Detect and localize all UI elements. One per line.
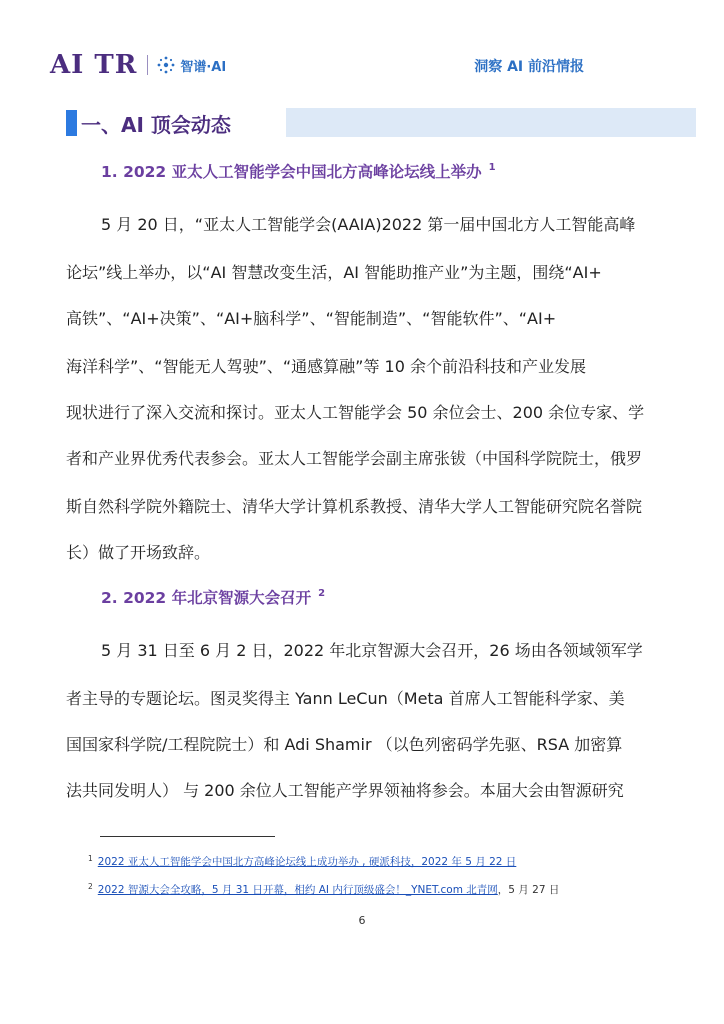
footnote-number: 2 [88,882,93,891]
paragraph-line: 5 月 20 日，“亚太人工智能学会(AAIA)2022 第一届中国北方人工智能高峰 [101,215,636,234]
paragraph-line: 者主导的专题论坛。图灵奖得主 Yann LeCun（Meta 首席人工智能科学家、美 [66,689,625,708]
section-bar-background [286,108,696,137]
footnote-ref: 1 [488,162,496,173]
paragraph-line: 长）做了开场致辞。 [66,543,211,562]
item-heading-text: 1. 2022 亚太人工智能学会中国北方高峰论坛线上举办 [101,163,482,181]
item-heading [101,586,325,608]
footnote-divider [100,836,275,837]
paragraph-line: 高铁”、“AI+决策”、“AI+脑科学”、“智能制造”、“智能软件”、“AI+ [66,309,557,328]
item-heading-text: 2. 2022 年北京智源大会召开 [101,589,312,607]
footnote [88,854,516,869]
paragraph-line: 法共同发明人） 与 200 余位人工智能产学界领袖将参会。本届大会由智源研究 [66,781,624,800]
section-title: 一、AI 顶会动态 [81,113,231,137]
footnote-tail: ，5 月 27 日 [497,884,560,896]
logo-text: AI TR [50,50,138,80]
header-tagline: 洞察 AI 前沿情报 [474,59,584,75]
section-marker [66,110,77,136]
footnote-link[interactable]: 2022 智源大会全攻略，5 月 31 日开幕，相约 AI 内行顶级盛会！_YNET.com 北青网 [97,884,498,896]
footnote-link[interactable]: 2022 亚太人工智能学会中国北方高峰论坛线上成功举办 , 硬派科技，2022 年 5 月 22 日 [97,856,517,868]
section-title-bar [66,106,696,137]
paragraph-line: 论坛”线上举办，以“AI 智慧改变生活，AI 智能助推产业”为主题，围绕“AI+ [66,263,602,282]
paragraph-line: 现状进行了深入交流和探讨。亚太人工智能学会 50 余位会士、200 余位专家、学 [66,403,645,422]
page-number: 6 [358,914,366,927]
logo-sub-text: 智谱·AI [180,59,227,75]
paragraph-line: 5 月 31 日至 6 月 2 日，2022 年北京智源大会召开，26 场由各领域领军学 [101,641,643,660]
zhipu-logo-icon [157,56,175,74]
logo-divider [147,55,148,75]
paragraph-line: 国国家科学院/工程院院士）和 Adi Shamir （以色列密码学先驱、RSA 加密算 [66,735,623,754]
footnote-number: 1 [88,854,93,863]
header-logo [50,50,226,80]
paragraph-line: 斯自然科学院外籍院士、清华大学计算机系教授、清华大学人工智能研究院名誉院 [66,497,643,516]
footnote [88,882,559,897]
footnote-ref: 2 [318,588,326,599]
paragraph-line: 海洋科学”、“智能无人驾驶”、“通感算融”等 10 余个前沿科技和产业发展 [66,357,586,376]
paragraph-line: 者和产业界优秀代表参会。亚太人工智能学会副主席张钹（中国科学院院士，俄罗 [66,449,643,468]
item-heading [101,160,496,182]
